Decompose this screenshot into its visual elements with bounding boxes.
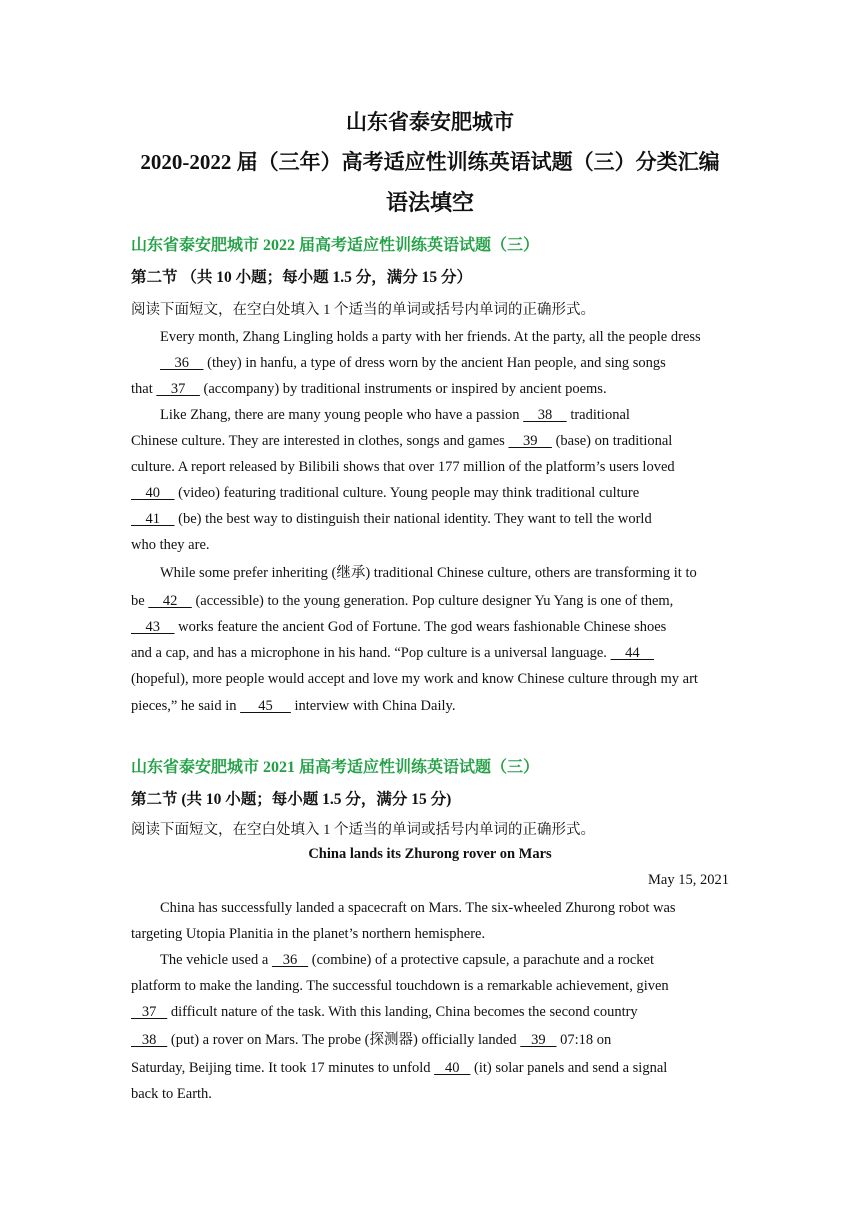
passage-line	[131, 1084, 212, 1104]
passage-text: The vehicle used a	[160, 952, 272, 968]
section-heading-2022: 山东省泰安肥城市 2022 届高考适应性训练英语试题（三）	[131, 237, 540, 254]
passage-line	[131, 591, 673, 611]
passage-line	[131, 1002, 638, 1022]
passage-line	[131, 696, 455, 716]
passage-line	[160, 950, 654, 970]
passage-text: pieces,” he said in	[131, 698, 241, 714]
passage-line	[160, 405, 630, 425]
passage-line	[131, 535, 210, 555]
answer-blank: 38	[523, 407, 567, 423]
passage-line	[160, 327, 701, 347]
part-label-2021: 第二节 (共 10 小题；每小题 1.5 分，满分 15 分)	[131, 791, 452, 808]
answer-blank: 39	[508, 433, 552, 449]
section-heading-2021: 山东省泰安肥城市 2021 届高考适应性训练英语试题（三）	[131, 759, 540, 776]
article-date: May 15, 2021	[648, 872, 729, 888]
passage-line	[131, 1030, 611, 1050]
passage-text: Every month, Zhang Lingling holds a party with her friends. At the party, all the people dress	[160, 329, 701, 345]
answer-blank: 40	[434, 1060, 471, 1076]
passage-text: back to Earth.	[131, 1086, 212, 1102]
answer-blank: 41	[131, 511, 175, 527]
answer-blank: 36	[271, 952, 309, 968]
passage-text: While some prefer inheriting (继承) traditional Chinese culture, others are transforming it to	[160, 565, 697, 581]
answer-blank: 37	[156, 381, 200, 397]
instruction-2021: 阅读下面短文，在空白处填入 1 个适当的单词或括号内单词的正确形式。	[131, 822, 595, 838]
answer-blank: 36	[160, 355, 204, 371]
answer-blank: 44	[610, 645, 655, 661]
passage-text: China has successfully landed a spacecraft on Mars. The six-wheeled Zhurong robot was	[160, 900, 676, 916]
passage-text: works feature the ancient God of Fortune. The god wears fashionable Chinese shoes	[174, 619, 667, 635]
passage-text: (be) the best way to distinguish their national identity. They want to tell the world	[174, 511, 652, 527]
passage-line	[160, 898, 676, 918]
passage-text: who they are.	[131, 537, 210, 553]
passage-text: (base) on traditional	[551, 433, 673, 449]
passage-line	[131, 924, 485, 944]
passage-text: Like Zhang, there are many young people who have a passion	[160, 407, 524, 423]
passage-line	[131, 976, 669, 996]
document-topic: 语法填空	[385, 190, 474, 215]
answer-blank: 37	[131, 1004, 168, 1020]
passage-text: (it) solar panels and send a signal	[470, 1060, 668, 1076]
passage-text: 07:18 on	[556, 1032, 612, 1048]
passage-text: and a cap, and has a microphone in his hand. “Pop culture is a universal language.	[131, 645, 611, 661]
passage-text: (accompany) by traditional instruments or inspired by ancient poems.	[199, 381, 607, 397]
answer-blank: 40	[131, 485, 175, 501]
answer-blank: 42	[148, 593, 192, 609]
passage-text: (combine) of a protective capsule, a parachute and a rocket	[308, 952, 654, 968]
article-title: China lands its Zhurong rover on Mars	[308, 846, 552, 862]
passage-line	[131, 617, 666, 637]
passage-text: traditional	[566, 407, 630, 423]
passage-text: (they) in hanfu, a type of dress worn by the ancient Han people, and sing songs	[203, 355, 666, 371]
passage-line	[131, 483, 639, 503]
document-title: 山东省泰安肥城市	[346, 110, 514, 134]
passage-line	[160, 563, 697, 583]
passage-text: (put) a rover on Mars. The probe (探测器) officially landed	[167, 1032, 521, 1048]
passage-text: targeting Utopia Planitia in the planet’s northern hemisphere.	[131, 926, 486, 942]
passage-text: Chinese culture. They are interested in clothes, songs and games	[131, 433, 509, 449]
part-label-2022: 第二节 （共 10 小题；每小题 1.5 分，满分 15 分）	[131, 269, 473, 286]
passage-line	[131, 1058, 667, 1078]
passage-line	[131, 431, 672, 451]
passage-line	[131, 643, 654, 663]
passage-line	[160, 353, 666, 373]
instruction-2022: 阅读下面短文，在空白处填入 1 个适当的单词或括号内单词的正确形式。	[131, 302, 595, 318]
passage-line	[131, 379, 607, 399]
answer-blank: 38	[131, 1032, 168, 1048]
answer-blank: 45	[240, 698, 291, 714]
passage-text: interview with China Daily.	[290, 698, 456, 714]
answer-blank: 43	[131, 619, 175, 635]
passage-text: Saturday, Beijing time. It took 17 minutes to unfold	[131, 1060, 435, 1076]
passage-text: difficult nature of the task. With this landing, China becomes the second country	[167, 1004, 638, 1020]
passage-text: culture. A report released by Bilibili shows that over 177 million of the platform’s users loved	[131, 459, 675, 475]
answer-blank: 39	[520, 1032, 557, 1048]
passage-line	[131, 457, 675, 477]
passage-text: that	[131, 381, 157, 397]
passage-text: (accessible) to the young generation. Pop culture designer Yu Yang is one of them,	[191, 593, 674, 609]
passage-text: (video) featuring traditional culture. Young people may think traditional culture	[174, 485, 640, 501]
document-subtitle: 2020-2022 届（三年）高考适应性训练英语试题（三）分类汇编	[140, 150, 720, 174]
passage-text: be	[131, 593, 149, 609]
passage-text: (hopeful), more people would accept and love my work and know Chinese culture through my art	[131, 671, 698, 687]
passage-text: platform to make the landing. The successful touchdown is a remarkable achievement, given	[131, 978, 669, 994]
passage-line	[131, 509, 652, 529]
passage-line	[131, 669, 698, 689]
